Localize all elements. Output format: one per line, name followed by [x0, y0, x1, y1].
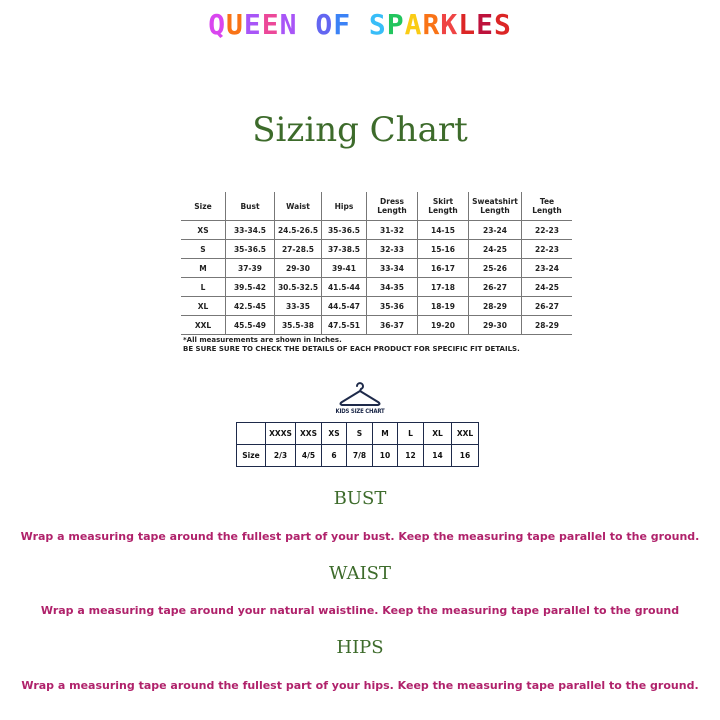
adult-table-cell: 16-17 — [418, 259, 469, 278]
adult-header-line: Skirt — [432, 197, 454, 206]
adult-table-cell: 39.5-42 — [226, 278, 275, 297]
adult-header-line: Length — [480, 206, 510, 215]
adult-table-cell: 22-23 — [522, 221, 573, 240]
adult-table-cell: L — [200, 282, 206, 292]
adult-table-cell: 32-33 — [367, 240, 418, 259]
adult-header-line: Dress — [380, 197, 404, 206]
kids-size-header: XXL — [452, 423, 479, 445]
kids-size-value: 14 — [424, 445, 452, 467]
page-title: Sizing Chart — [252, 110, 468, 150]
adult-table-cell: 29-30 — [275, 259, 322, 278]
adult-header-cell — [469, 192, 522, 221]
kids-corner-cell — [237, 423, 266, 445]
adult-table-cell: 33-34.5 — [226, 221, 275, 240]
adult-table-cell: 18-19 — [418, 297, 469, 316]
adult-table-header-row — [181, 192, 572, 221]
adult-table-cell: 30.5-32.5 — [275, 278, 322, 297]
adult-header-line: Sweatshirt — [472, 197, 518, 206]
brand-letter: L — [458, 8, 477, 41]
brand-letter: E — [261, 8, 280, 41]
adult-table-cell: XL — [197, 301, 209, 311]
adult-header-line: Bust — [240, 201, 260, 211]
brand-letter: U — [226, 8, 244, 41]
adult-header-line: Size — [194, 201, 212, 211]
adult-table-cell: XS — [197, 225, 209, 235]
adult-table-cell: 35-36.5 — [226, 240, 275, 259]
hanger-icon — [337, 380, 383, 408]
adult-table-cell: 23-24 — [522, 259, 573, 278]
adult-table-body — [181, 221, 572, 335]
kids-size-value: 6 — [322, 445, 347, 467]
adult-header-line: Length — [428, 206, 458, 215]
brand-letter: O — [315, 8, 334, 41]
kids-size-row — [237, 445, 479, 467]
adult-header-cell — [418, 192, 469, 221]
adult-table-cell: 23-24 — [469, 221, 522, 240]
adult-table-cell: 44.5-47 — [322, 297, 367, 316]
adult-table-cell: 15-16 — [418, 240, 469, 259]
brand-letter: P — [386, 8, 405, 41]
adult-table-cell: 34-35 — [367, 278, 418, 297]
adult-table-cell: XXL — [194, 320, 212, 330]
adult-table-cell: 31-32 — [367, 221, 418, 240]
notes-line-2: BE SURE SURE TO CHECK THE DETAILS OF EACH PRODUCT FOR SPECIFIC FIT DETAILS. — [183, 345, 520, 354]
kids-chart-title: KIDS SIZE CHART — [335, 408, 385, 415]
kids-size-value: 16 — [452, 445, 479, 467]
bust-heading: BUST — [333, 488, 387, 509]
kids-size-value: 12 — [398, 445, 424, 467]
table-row — [181, 297, 572, 316]
table-row — [181, 259, 572, 278]
adult-table-cell: S — [200, 244, 206, 254]
table-row — [181, 316, 572, 335]
brand-letter: E — [243, 8, 262, 41]
kids-size-value: 2/3 — [266, 445, 296, 467]
adult-header-cell — [275, 192, 322, 221]
brand-letter: A — [404, 8, 423, 41]
kids-size-value: 4/5 — [296, 445, 322, 467]
adult-table-cell: 25-26 — [469, 259, 522, 278]
adult-table-cell: 33-35 — [275, 297, 322, 316]
adult-table-cell: 26-27 — [522, 297, 573, 316]
adult-header-line: Tee — [539, 197, 555, 206]
brand-letter — [297, 8, 315, 41]
adult-table-cell: 47.5-51 — [322, 316, 367, 335]
kids-size-header: XS — [322, 423, 347, 445]
adult-table-cell: 41.5-44 — [322, 278, 367, 297]
kids-size-table — [236, 422, 479, 467]
adult-table-cell: 39-41 — [322, 259, 367, 278]
adult-table-cell: 22-23 — [522, 240, 573, 259]
adult-table-cell: 24-25 — [469, 240, 522, 259]
adult-table-cell: M — [199, 263, 207, 273]
adult-table-cell: 35-36 — [367, 297, 418, 316]
adult-header-cell — [181, 192, 226, 221]
brand-letter: K — [440, 8, 459, 41]
kids-size-header: XL — [424, 423, 452, 445]
waist-text: Wrap a measuring tape around your natural waistline. Keep the measuring tape parallel to the ground — [40, 604, 680, 617]
adult-table-cell: 45.5-49 — [226, 316, 275, 335]
adult-header-line: Length — [377, 206, 407, 215]
adult-table-cell: 14-15 — [418, 221, 469, 240]
kids-size-value: 10 — [373, 445, 398, 467]
brand-letter: F — [333, 8, 352, 41]
adult-table-cell: 27-28.5 — [275, 240, 322, 259]
adult-table-cell: 24.5-26.5 — [275, 221, 322, 240]
kids-size-header: XXS — [296, 423, 322, 445]
kids-size-header: XXXS — [266, 423, 296, 445]
adult-table-cell: 35.5-38 — [275, 316, 322, 335]
kids-size-header: M — [373, 423, 398, 445]
adult-header-line: Length — [532, 206, 562, 215]
adult-table-cell: 37-39 — [226, 259, 275, 278]
adult-header-cell — [226, 192, 275, 221]
adult-table-cell: 19-20 — [418, 316, 469, 335]
brand-letter: Q — [208, 8, 227, 41]
adult-table-cell: 33-34 — [367, 259, 418, 278]
brand-letter: S — [493, 8, 512, 41]
adult-header-line: Waist — [286, 201, 310, 211]
table-row — [181, 240, 572, 259]
table-row — [181, 221, 572, 240]
waist-heading: WAIST — [328, 563, 392, 584]
adult-table-cell: 28-29 — [469, 297, 522, 316]
adult-header-cell — [522, 192, 573, 221]
brand-logo — [0, 8, 720, 41]
adult-size-table — [181, 192, 572, 335]
kids-header-row — [237, 423, 479, 445]
table-row — [181, 278, 572, 297]
adult-table-cell: 26-27 — [469, 278, 522, 297]
adult-table-cell: 28-29 — [522, 316, 573, 335]
brand-letter: S — [368, 8, 387, 41]
adult-table-cell: 37-38.5 — [322, 240, 367, 259]
brand-letter: E — [476, 8, 494, 41]
adult-header-line: Hips — [334, 201, 354, 211]
adult-header-cell — [322, 192, 367, 221]
brand-letter — [351, 8, 369, 41]
notes-line-1: *All measurements are shown in Inches. — [183, 336, 342, 344]
bust-text: Wrap a measuring tape around the fullest part of your bust. Keep the measuring tape parallel to the ground. — [20, 530, 700, 543]
kids-size-header: S — [347, 423, 373, 445]
adult-table-cell: 29-30 — [469, 316, 522, 335]
adult-table-cell: 17-18 — [418, 278, 469, 297]
hips-heading: HIPS — [336, 637, 384, 658]
kids-size-header: L — [398, 423, 424, 445]
kids-row-label: Size — [237, 445, 266, 467]
hips-text: Wrap a measuring tape around the fullest part of your hips. Keep the measuring tape parallel to the ground. — [21, 679, 699, 692]
brand-letter: R — [422, 8, 441, 41]
adult-table-cell: 42.5-45 — [226, 297, 275, 316]
adult-table-cell: 35-36.5 — [322, 221, 367, 240]
adult-table-cell: 36-37 — [367, 316, 418, 335]
adult-header-cell — [367, 192, 418, 221]
kids-size-value: 7/8 — [347, 445, 373, 467]
adult-table-cell: 24-25 — [522, 278, 573, 297]
size-notes — [183, 336, 520, 355]
brand-letter: N — [279, 8, 298, 41]
